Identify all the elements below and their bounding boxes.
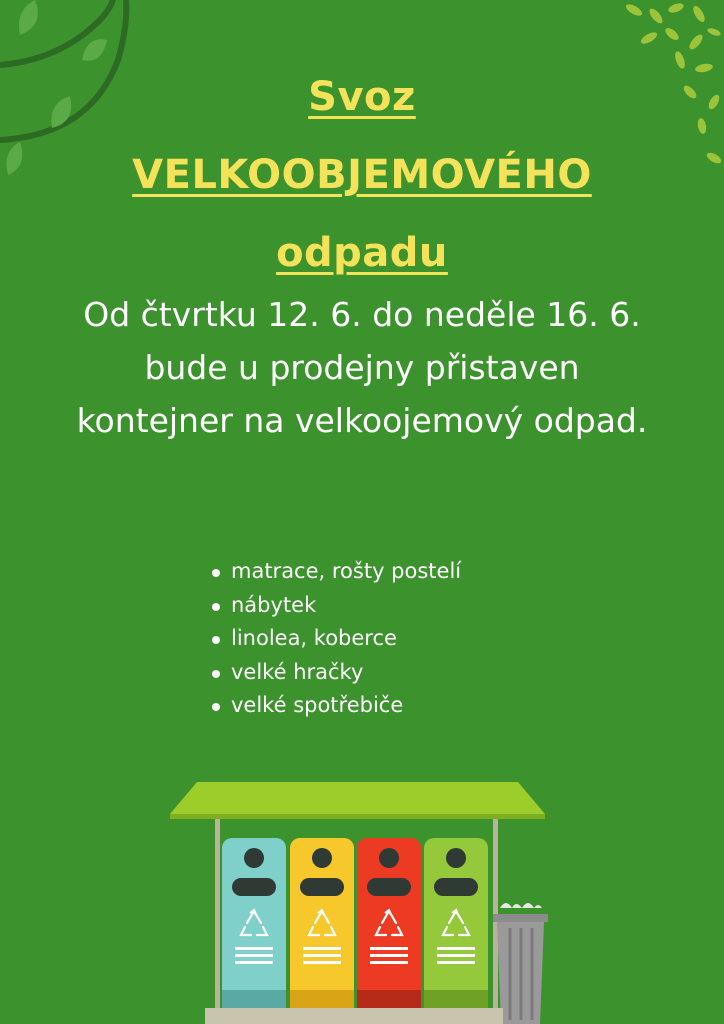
title-line-1: Svoz	[308, 74, 416, 120]
title-line-2: VELKOOBJEMOVÉHO	[132, 152, 592, 198]
intro-text	[20, 288, 704, 447]
accepted-items-list	[209, 555, 461, 723]
page-title	[0, 58, 724, 292]
intro-line-2: bude u prodejny přistaven	[144, 348, 580, 387]
trash-can-icon	[493, 903, 548, 1024]
list-item: nábytek	[209, 589, 461, 623]
intro-line-3: kontejner na velkoojemový odpad.	[76, 401, 648, 440]
list-item: linolea, koberce	[209, 622, 461, 656]
recycling-station-illustration	[160, 770, 560, 1024]
list-item: velké hračky	[209, 656, 461, 690]
list-item: velké spotřebiče	[209, 689, 461, 723]
list-item: matrace, rošty postelí	[209, 555, 461, 589]
title-line-3: odpadu	[276, 230, 448, 276]
intro-line-1: Od čtvrtku 12. 6. do neděle 16. 6.	[83, 295, 641, 334]
